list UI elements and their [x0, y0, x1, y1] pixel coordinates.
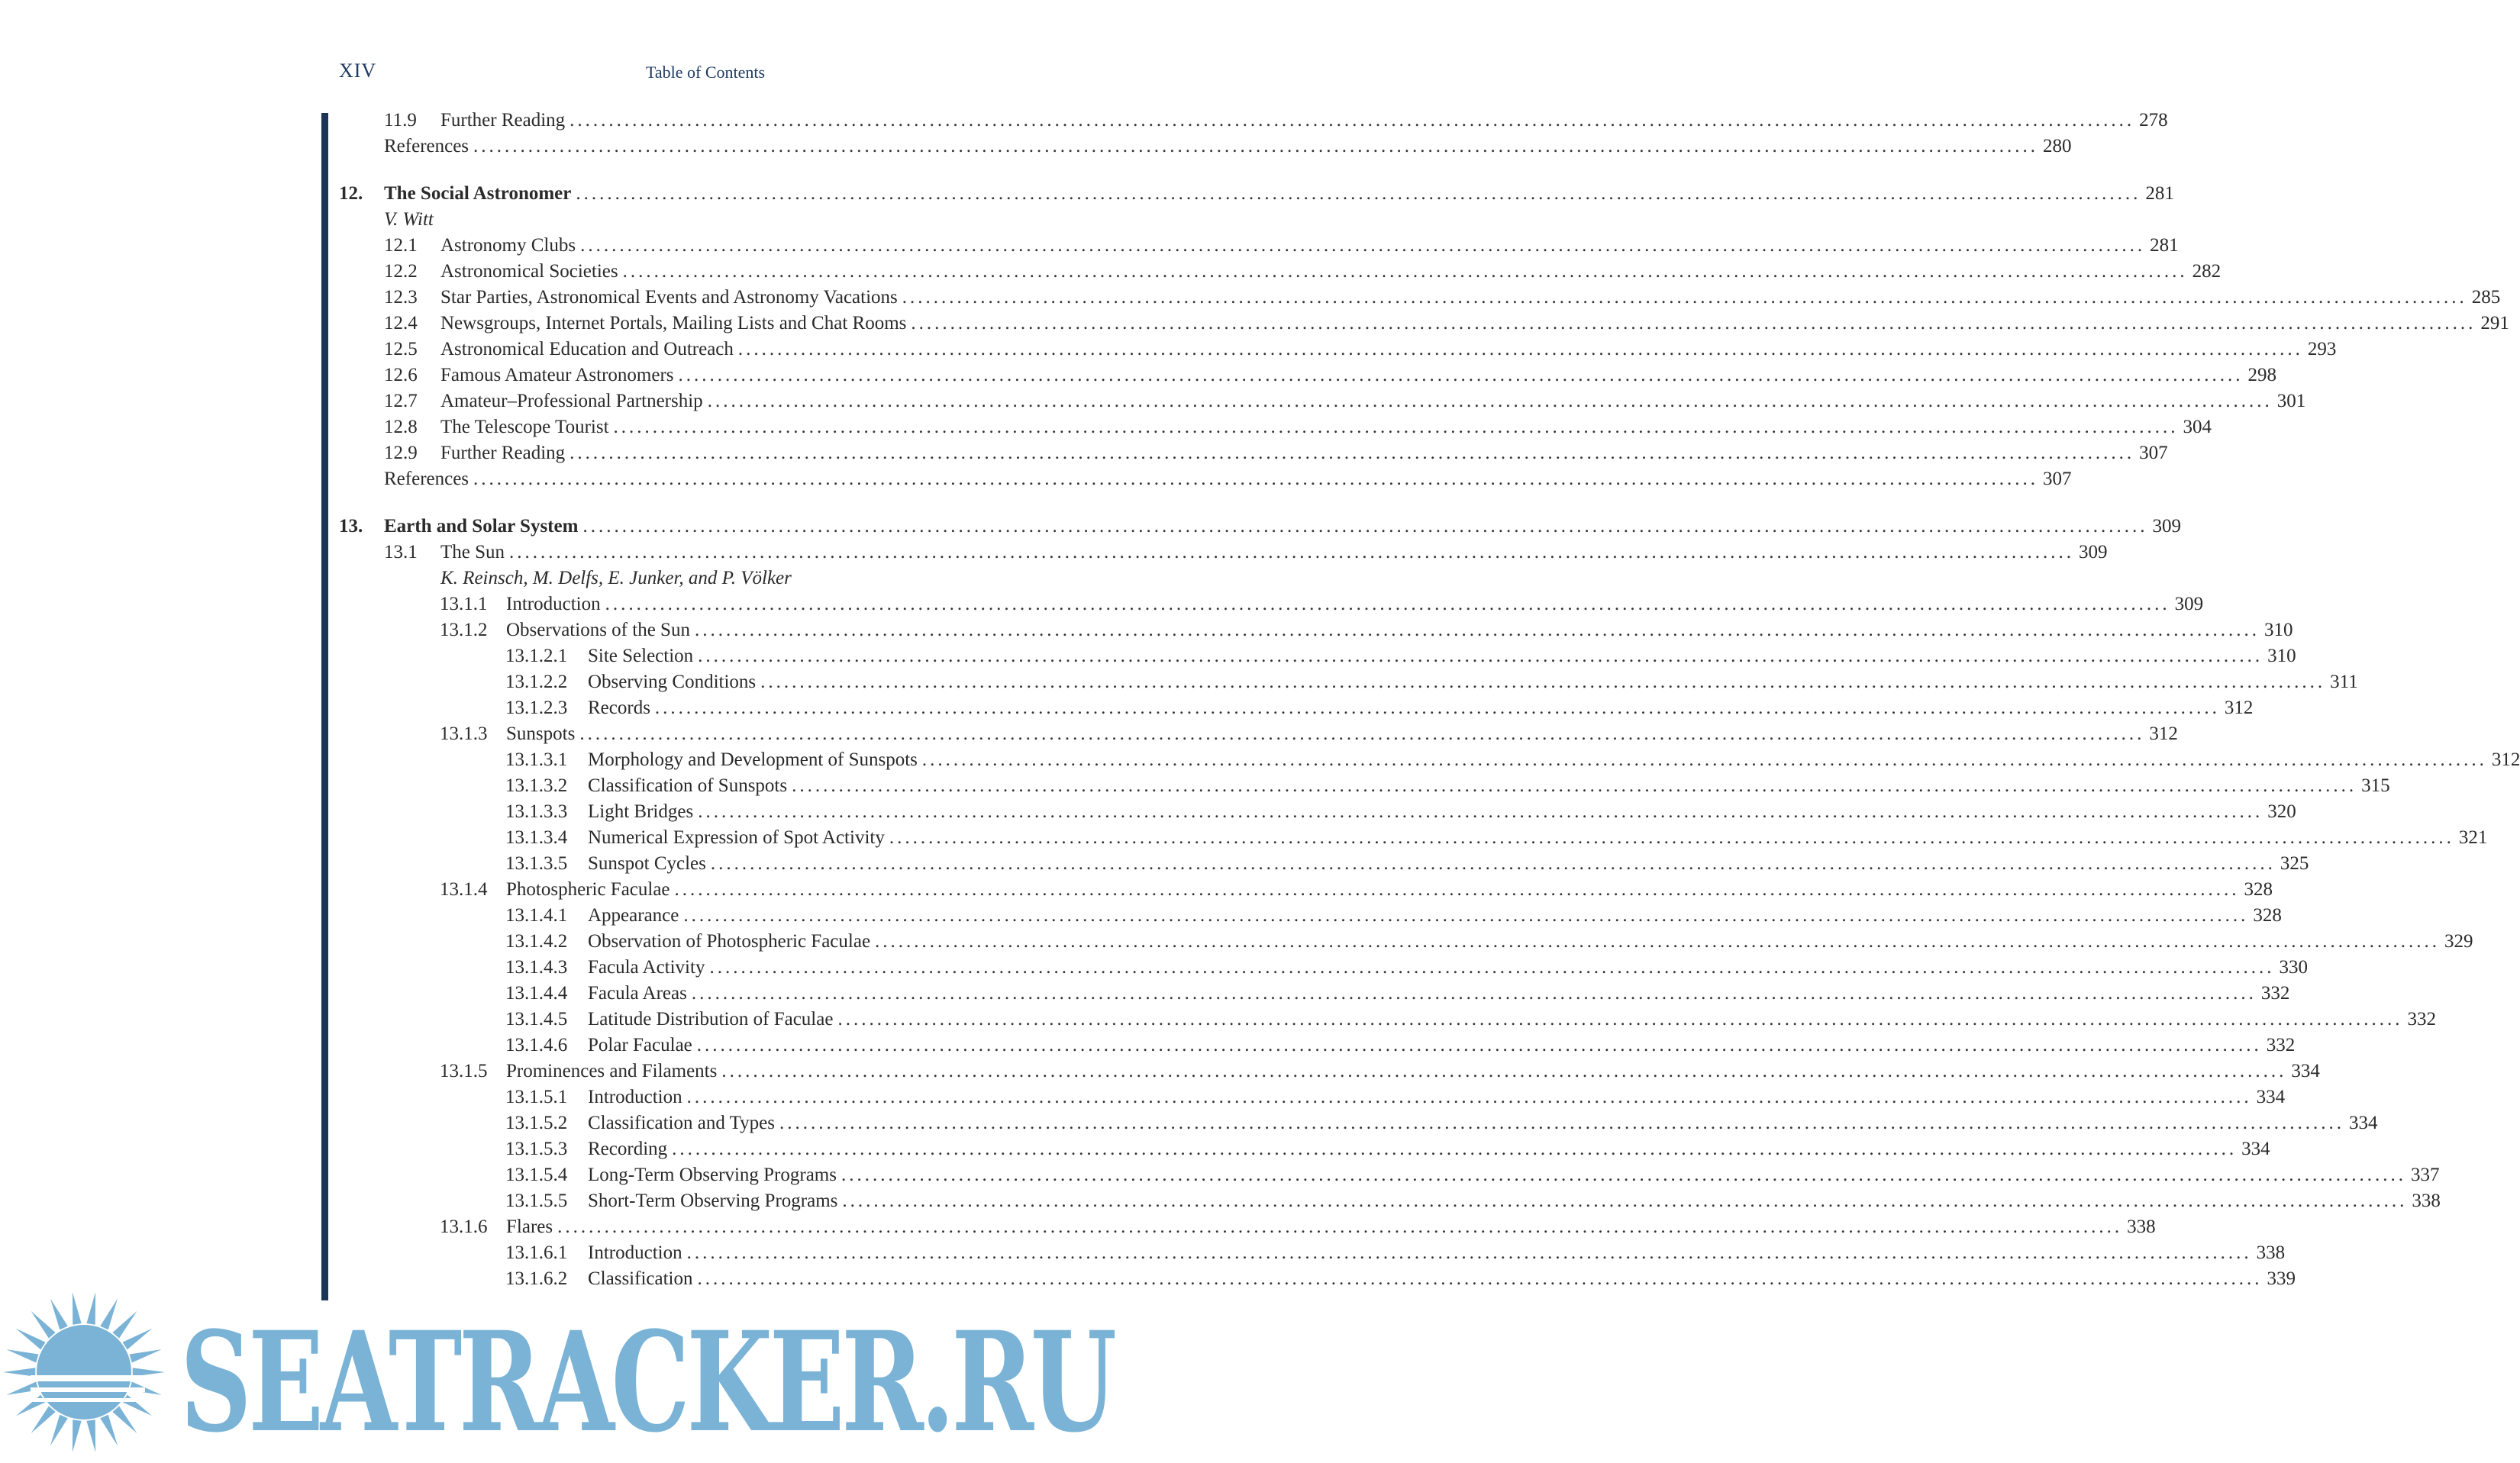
entry-title: Astronomy Clubs — [440, 235, 576, 256]
dot-leader: ........................................................................................................................................................................................................ — [557, 1216, 2123, 1237]
entry-link[interactable] — [588, 1137, 2270, 1162]
entry-link[interactable] — [440, 259, 2222, 284]
entry-title: Site Selection — [588, 646, 694, 666]
entry-page: 328 — [2244, 879, 2273, 900]
entry-link[interactable] — [440, 285, 2501, 310]
page-number: XIV — [339, 60, 377, 82]
entry-number: 13.1.5.2 — [505, 1113, 568, 1133]
dot-leader: ........................................................................................................................................................................................................ — [709, 957, 2275, 978]
toc-entry — [0, 389, 2306, 414]
toc-entry — [0, 1137, 2270, 1162]
dot-leader: ........................................................................................................................................................................................................ — [721, 1061, 2287, 1081]
toc-entry — [0, 540, 2108, 565]
entry-page: 309 — [2079, 542, 2108, 562]
entry-page: 280 — [2043, 136, 2072, 156]
entry-number: 13.1.3.4 — [505, 827, 568, 848]
entry-link[interactable] — [588, 1163, 2440, 1187]
toc-entry — [0, 234, 2179, 258]
entry-page: 278 — [2139, 110, 2168, 131]
toc-entry — [0, 1215, 2156, 1239]
dot-leader: ........................................................................................................................................................................................................ — [698, 801, 2263, 822]
dot-leader: ........................................................................................................................................................................................................ — [654, 698, 2220, 718]
entry-link[interactable] — [588, 748, 2520, 772]
entry-link[interactable] — [588, 1007, 2436, 1032]
entry-title: Morphology and Development of Sunspots — [588, 749, 918, 770]
entry-number: 13.1.3 — [440, 723, 488, 744]
dot-leader: ........................................................................................................................................................................................................ — [576, 183, 2141, 204]
entry-link[interactable] — [440, 415, 2212, 440]
dot-leader: ........................................................................................................................................................................................................ — [473, 469, 2039, 489]
entry-title: Prominences and Filaments — [506, 1061, 718, 1081]
toc-entry — [0, 108, 2168, 133]
entry-title: Astronomical Education and Outreach — [440, 339, 734, 359]
entry-page: 334 — [2348, 1113, 2378, 1133]
entry-page: 338 — [2412, 1191, 2441, 1211]
entry-page: 285 — [2471, 287, 2501, 308]
entry-number: 13.1.4.1 — [505, 905, 568, 926]
toc-entry — [0, 1163, 2440, 1187]
entry-number: 13.1.4.5 — [505, 1009, 568, 1030]
chapter-entry — [0, 182, 2174, 206]
dot-leader: ........................................................................................................................................................................................................ — [837, 1009, 2403, 1030]
dot-leader: ........................................................................................................................................................................................................ — [737, 339, 2303, 359]
watermark-text: SEATRACKER.RU — [180, 1302, 1114, 1463]
entry-title: Star Parties, Astronomical Events and Astronomy Vacations — [440, 287, 898, 308]
entry-title: Flares — [506, 1216, 553, 1237]
dot-leader: ........................................................................................................................................................................................................ — [678, 365, 2244, 385]
entry-link[interactable] — [440, 540, 2108, 565]
dot-leader: ........................................................................................................................................................................................................ — [842, 1191, 2408, 1211]
entry-number: 12.7 — [384, 391, 418, 411]
entry-title: The Sun — [440, 542, 505, 562]
entry-page: 315 — [2361, 775, 2390, 796]
entry-number: 13.1.4.2 — [505, 931, 568, 952]
entry-number: 12.8 — [384, 417, 418, 437]
entry-title: Introduction — [588, 1242, 682, 1263]
entry-page: 320 — [2267, 801, 2296, 822]
entry-link[interactable] — [588, 1085, 2286, 1110]
entry-link[interactable] — [588, 904, 2282, 928]
entry-title: Polar Faculae — [588, 1035, 692, 1055]
toc-entry — [0, 670, 2358, 694]
entry-number: 13.1.2 — [440, 620, 488, 640]
entry-number: 13.1.2.3 — [505, 698, 568, 718]
entry-title: Sunspots — [506, 723, 576, 744]
dot-leader: ........................................................................................................................................................................................................ — [696, 1035, 2262, 1055]
entry-link[interactable] — [440, 389, 2306, 414]
toc-entry — [0, 1267, 2296, 1291]
entry-number: 13.1.6.2 — [505, 1268, 568, 1289]
entry-number: 13.1.5 — [440, 1061, 488, 1081]
entry-page: 310 — [2267, 646, 2296, 666]
toc-entry — [0, 748, 2520, 772]
dot-leader: ........................................................................................................................................................................................................ — [792, 775, 2357, 796]
entry-link[interactable] — [440, 337, 2337, 362]
entry-title: Observation of Photospheric Faculae — [588, 931, 871, 952]
entry-number: 13.1.3.3 — [505, 801, 568, 822]
entry-number: 11.9 — [384, 110, 417, 131]
entry-number: 13.1.3.1 — [505, 749, 568, 770]
entry-link[interactable] — [588, 800, 2296, 824]
dot-leader: ........................................................................................................................................................................................................ — [911, 313, 2476, 334]
entry-page: 332 — [2260, 983, 2290, 1004]
toc-entry — [0, 1085, 2286, 1110]
toc-entry — [0, 1111, 2378, 1136]
entry-link[interactable] — [588, 1267, 2296, 1291]
entry-number: 13.1.2.2 — [505, 672, 568, 692]
toc-entry — [0, 826, 2488, 850]
entry-link[interactable] — [506, 878, 2273, 902]
entry-link[interactable] — [506, 618, 2293, 643]
entry-number: 12. — [339, 183, 363, 204]
entry-link[interactable] — [506, 722, 2178, 746]
entry-number: 12.9 — [384, 443, 418, 463]
toc-entry — [0, 134, 2072, 159]
entry-page: 282 — [2192, 261, 2222, 282]
entry-page: 332 — [2266, 1035, 2296, 1055]
dot-leader: ........................................................................................................................................................................................................ — [760, 672, 2326, 692]
dot-leader: ........................................................................................................................................................................................................ — [710, 853, 2276, 874]
entry-page: 334 — [2241, 1139, 2270, 1159]
entry-link[interactable] — [384, 514, 2181, 539]
entry-page: 291 — [2480, 313, 2509, 334]
entry-page: 310 — [2263, 620, 2293, 640]
dot-leader: ........................................................................................................................................................................................................ — [509, 542, 2075, 562]
toc-entry — [0, 1241, 2286, 1265]
entry-number: 13.1.4 — [440, 879, 488, 900]
dot-leader: ........................................................................................................................................................................................................ — [582, 516, 2148, 537]
entry-title: Observing Conditions — [588, 672, 757, 692]
entry-title: The Telescope Tourist — [440, 417, 609, 437]
author-names: K. Reinsch, M. Delfs, E. Junker, and P. Völker — [440, 568, 792, 588]
author-line — [0, 566, 1160, 591]
entry-page: 281 — [2150, 235, 2179, 256]
entry-link[interactable] — [440, 234, 2179, 258]
entry-number: 12.1 — [384, 235, 418, 256]
entry-page: 339 — [2267, 1268, 2296, 1289]
toc-entry — [0, 981, 2290, 1006]
entry-page: 312 — [2224, 698, 2254, 718]
entry-title: Appearance — [588, 905, 679, 926]
entry-title: Facula Activity — [588, 957, 705, 978]
entry-number: 13.1.3.2 — [505, 775, 568, 796]
toc-entry — [0, 930, 2473, 954]
entry-title: Classification — [588, 1268, 693, 1289]
entry-number: 13.1.4.4 — [505, 983, 568, 1004]
entry-link[interactable] — [588, 670, 2358, 694]
toc-entry — [0, 415, 2212, 440]
toc-entry — [0, 774, 2390, 798]
dot-leader: ........................................................................................................................................................................................................ — [570, 443, 2135, 463]
entry-link[interactable] — [440, 311, 2509, 336]
dot-leader: ........................................................................................................................................................................................................ — [683, 905, 2249, 926]
toc-entry — [0, 955, 2308, 980]
entry-title: Astronomical Societies — [440, 261, 618, 282]
entry-page: 338 — [2127, 1216, 2156, 1237]
toc-entry — [0, 1189, 2441, 1213]
entry-page: 309 — [2174, 594, 2204, 614]
entry-number: 12.2 — [384, 261, 418, 282]
entry-page: 329 — [2444, 931, 2473, 952]
entry-number: 13.1.4.6 — [505, 1035, 568, 1055]
entry-link[interactable] — [506, 1215, 2156, 1239]
dot-leader: ........................................................................................................................................................................................................ — [902, 287, 2467, 308]
dot-leader: ........................................................................................................................................................................................................ — [889, 827, 2454, 848]
dot-leader: ........................................................................................................................................................................................................ — [605, 594, 2170, 614]
entry-title: Records — [588, 698, 650, 718]
dot-leader: ........................................................................................................................................................................................................ — [622, 261, 2188, 282]
entry-link[interactable] — [588, 1241, 2286, 1265]
dot-leader: ........................................................................................................................................................................................................ — [580, 235, 2146, 256]
toc-entry — [0, 618, 2293, 643]
entry-title: Newsgroups, Internet Portals, Mailing Lists and Chat Rooms — [440, 313, 907, 334]
entry-title: Introduction — [506, 594, 601, 614]
entry-number: 12.5 — [384, 339, 418, 359]
dot-leader: ........................................................................................................................................................................................................ — [875, 931, 2441, 952]
sun-logo-icon — [0, 1290, 176, 1455]
entry-title: Famous Amateur Astronomers — [440, 365, 674, 385]
entry-link[interactable] — [588, 696, 2254, 720]
entry-number: 13.1.5.1 — [505, 1087, 568, 1107]
entry-link[interactable] — [440, 441, 2168, 466]
entry-title: The Social Astronomer — [384, 183, 572, 204]
entry-link[interactable] — [588, 852, 2309, 876]
dot-leader: ........................................................................................................................................................................................................ — [579, 723, 2145, 744]
entry-link[interactable] — [588, 1189, 2441, 1213]
entry-page: 328 — [2253, 905, 2282, 926]
running-head: Table of Contents — [646, 63, 766, 82]
entry-link[interactable] — [588, 774, 2390, 798]
entry-number: 13.1.6 — [440, 1216, 488, 1237]
entry-title: Sunspot Cycles — [588, 853, 706, 874]
toc-entry — [0, 1033, 2296, 1058]
toc-entry — [0, 696, 2254, 720]
entry-page: 281 — [2145, 183, 2174, 204]
entry-page: 334 — [2291, 1061, 2320, 1081]
entry-title: Classification of Sunspots — [588, 775, 788, 796]
entry-title: Facula Areas — [588, 983, 687, 1004]
entry-title: Further Reading — [440, 110, 566, 131]
author-line — [0, 208, 1160, 232]
entry-link[interactable] — [440, 108, 2168, 133]
entry-page: 325 — [2280, 853, 2309, 874]
toc-entry — [0, 441, 2168, 466]
dot-leader: ........................................................................................................................................................................................................ — [473, 136, 2039, 156]
entry-link[interactable] — [588, 644, 2296, 669]
dot-leader: ........................................................................................................................................................................................................ — [672, 1139, 2238, 1159]
dot-leader: ........................................................................................................................................................................................................ — [686, 1242, 2252, 1263]
dot-leader: ........................................................................................................................................................................................................ — [686, 1087, 2252, 1107]
entry-link[interactable] — [440, 363, 2277, 388]
entry-title: Numerical Expression of Spot Activity — [588, 827, 885, 848]
entry-page: 307 — [2043, 469, 2072, 489]
entry-link[interactable] — [384, 467, 2072, 491]
entry-page: 321 — [2458, 827, 2488, 848]
entry-page: 330 — [2279, 957, 2308, 978]
entry-title: Classification and Types — [588, 1113, 775, 1133]
entry-title: Earth and Solar System — [384, 516, 579, 537]
toc-entry — [0, 644, 2296, 669]
toc-entry — [0, 337, 2337, 362]
entry-title: Recording — [588, 1139, 668, 1159]
entry-number: 13.1.5.5 — [505, 1191, 568, 1211]
entry-link[interactable] — [588, 826, 2488, 850]
entry-number: 12.3 — [384, 287, 418, 308]
entry-page: 338 — [2256, 1242, 2286, 1263]
entry-page: 337 — [2410, 1165, 2440, 1185]
entry-title: Photospheric Faculae — [506, 879, 670, 900]
author-names: V. Witt — [384, 209, 434, 230]
toc-entry — [0, 852, 2309, 876]
entry-title: Short-Term Observing Programs — [588, 1191, 838, 1211]
dot-leader: ........................................................................................................................................................................................................ — [698, 646, 2263, 666]
entry-page: 293 — [2307, 339, 2337, 359]
entry-page: 332 — [2407, 1009, 2436, 1030]
dot-leader: ........................................................................................................................................................................................................ — [691, 983, 2257, 1004]
dot-leader: ........................................................................................................................................................................................................ — [921, 749, 2487, 770]
entry-link[interactable] — [384, 134, 2072, 159]
toc-entry — [0, 363, 2277, 388]
dot-leader: ........................................................................................................................................................................................................ — [570, 110, 2135, 131]
entry-number: 13.1.6.1 — [505, 1242, 568, 1263]
entry-page: 304 — [2183, 417, 2212, 437]
dot-leader: ........................................................................................................................................................................................................ — [707, 391, 2273, 411]
entry-title: Introduction — [588, 1087, 682, 1107]
entry-page: 309 — [2152, 516, 2181, 537]
toc-entry — [0, 285, 2501, 310]
entry-title: Light Bridges — [588, 801, 694, 822]
entry-number: 13.1.2.1 — [505, 646, 568, 666]
entry-number: 13.1.5.4 — [505, 1165, 568, 1185]
entry-number: 13. — [339, 516, 363, 537]
entry-page: 312 — [2491, 749, 2520, 770]
entry-link[interactable] — [506, 592, 2204, 617]
entry-link[interactable] — [588, 1033, 2296, 1058]
entry-title: Observations of the Sun — [506, 620, 690, 640]
entry-page: 307 — [2139, 443, 2168, 463]
toc-entry — [0, 311, 2509, 336]
dot-leader: ........................................................................................................................................................................................................ — [779, 1113, 2344, 1133]
entry-number: 12.4 — [384, 313, 418, 334]
entry-number: 13.1 — [384, 542, 418, 562]
entry-number: 12.6 — [384, 365, 418, 385]
toc-entry — [0, 259, 2222, 284]
entry-title: References — [384, 469, 469, 489]
toc-entry — [0, 592, 2204, 617]
entry-title: Amateur–Professional Partnership — [440, 391, 703, 411]
entry-page: 311 — [2330, 672, 2358, 692]
entry-number: 13.1.3.5 — [505, 853, 568, 874]
entry-page: 334 — [2256, 1087, 2286, 1107]
toc-entry — [0, 878, 2273, 902]
entry-number: 13.1.1 — [440, 594, 488, 614]
entry-title: References — [384, 136, 469, 156]
dot-leader: ........................................................................................................................................................................................................ — [613, 417, 2179, 437]
toc-entry — [0, 904, 2282, 928]
entry-page: 312 — [2149, 723, 2178, 744]
dot-leader: ........................................................................................................................................................................................................ — [697, 1268, 2263, 1289]
entry-number: 13.1.5.3 — [505, 1139, 568, 1159]
toc-entry — [0, 1007, 2436, 1032]
entry-page: 301 — [2276, 391, 2306, 411]
entry-link[interactable] — [588, 930, 2473, 954]
entry-title: Long-Term Observing Programs — [588, 1165, 837, 1185]
toc-entry — [0, 467, 2072, 491]
dot-leader: ........................................................................................................................................................................................................ — [674, 879, 2240, 900]
entry-title: Further Reading — [440, 443, 566, 463]
dot-leader: ........................................................................................................................................................................................................ — [841, 1165, 2406, 1185]
entry-link[interactable] — [588, 1111, 2378, 1136]
toc-entry — [0, 800, 2296, 824]
chapter-entry — [0, 514, 2181, 539]
toc-entry — [0, 1059, 2320, 1084]
toc-entry — [0, 722, 2178, 746]
dot-leader: ........................................................................................................................................................................................................ — [694, 620, 2260, 640]
entry-title: Latitude Distribution of Faculae — [588, 1009, 834, 1030]
entry-link[interactable] — [588, 955, 2308, 980]
entry-page: 298 — [2247, 365, 2277, 385]
entry-link[interactable] — [384, 182, 2174, 206]
entry-link[interactable] — [588, 981, 2290, 1006]
entry-link[interactable] — [506, 1059, 2320, 1084]
entry-number: 13.1.4.3 — [505, 957, 568, 978]
